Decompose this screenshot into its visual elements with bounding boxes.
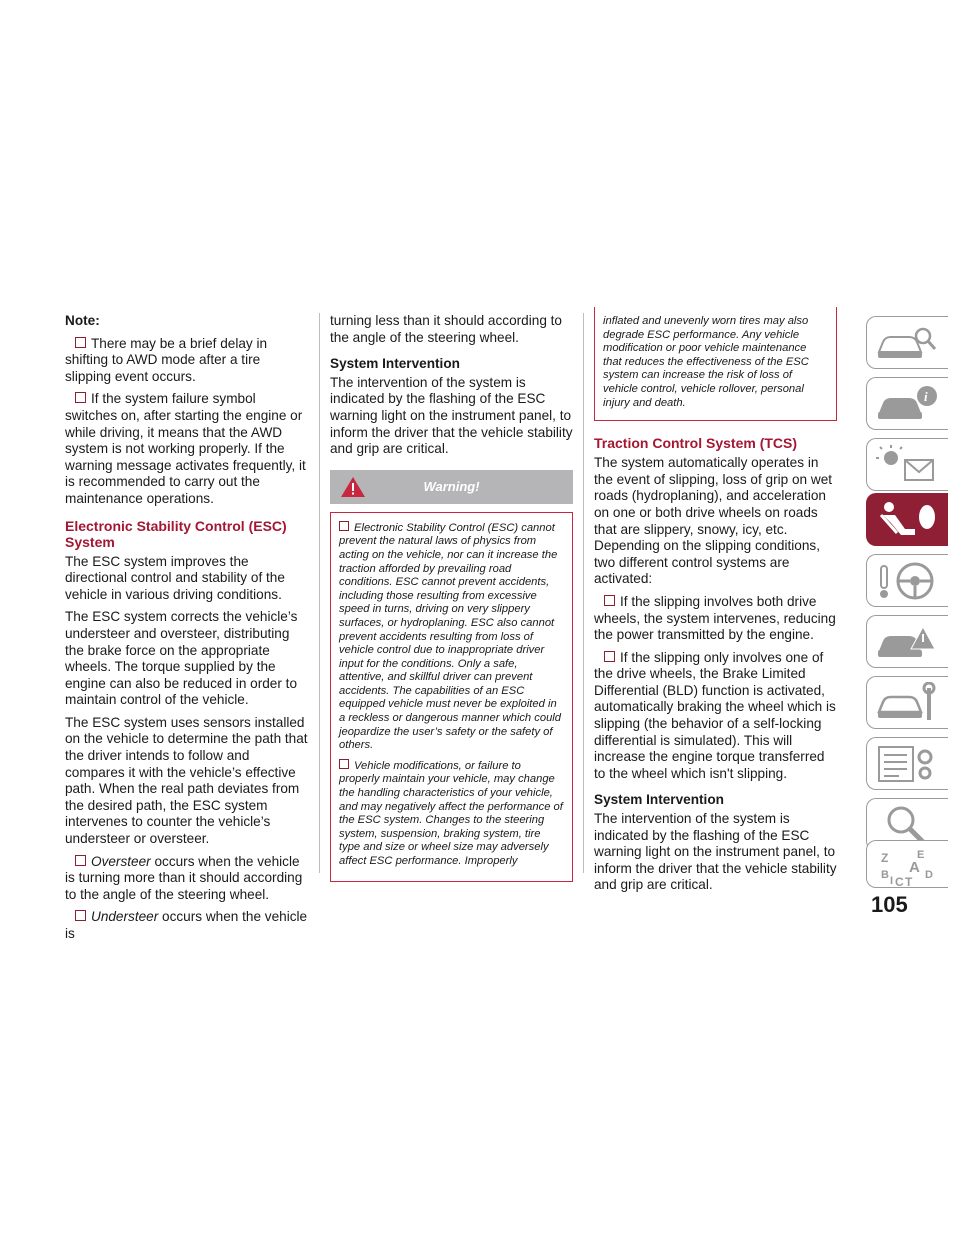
warning-header: [330, 470, 573, 504]
note-bullet-2: If the system failure symbol switches on, after starting the engine or while driving, it means that the AWD system is not working properly. If the warning message activates frequently, it is recommended to carry out the maintenance operations.: [65, 391, 306, 506]
index-letter: C: [895, 875, 904, 888]
index-letter: D: [925, 869, 933, 881]
tab-warning-lights[interactable]: [866, 438, 948, 491]
column-1: [65, 313, 308, 949]
specifications-icon: [875, 743, 941, 785]
index-letter: B: [881, 869, 889, 881]
tab-starting-driving[interactable]: [866, 554, 948, 607]
tcs-heading: Traction Control System (TCS): [594, 435, 798, 452]
car-breakdown-icon: [875, 621, 941, 663]
tcs-intro: The system automatically operates in the event of slipping, loss of grip on wet roads (hydroplaning), and acceleration on one or both drive wheels on roads that are slippery, snowy, icy, etc. Depending on the slipping conditions, two different control systems are activated:: [594, 455, 833, 587]
tcs-bullet-2: If the slipping only involves one of the drive wheels, the Brake Limited Differential (BLD) function is activated, automatically braking the wheel which is slipping (the behavior of a self-locking differential is simulated). This will increase the engine torque transferred to the wheel which isn't slipping.: [594, 649, 836, 781]
car-service-icon: [875, 682, 941, 724]
tcs-bullet-1: If the slipping involves both drive wheels, the system intervenes, reducing the power transmitted by the engine.: [594, 593, 836, 643]
understeer-bullet: Understeer occurs when the vehicle is: [65, 909, 308, 941]
car-info-icon: [875, 383, 941, 425]
checkbox-bullet-icon: [339, 521, 349, 531]
warning-bullet-1: Electronic Stability Control (ESC) cannot prevent the natural laws of physics from acting on the vehicle, nor can it increase the traction afforded by prevailing road conditions. ESC cannot prevent accidents, including those resulting from excessive speed in turns, driving on very slippery surfaces, or hydroplaning. ESC also cannot prevent accidents resulting from loss of vehicle control due to inappropriate driver input for the conditions. Only a safe, attentive, and skillful driver can prevent accidents. The capabilities of an ESC equipped vehicle must never be exploited in a reckless or dangerous manner which could jeopardize the user’s safety or the safety of others.: [339, 521, 562, 752]
warning-box-continued: inflated and unevenly worn tires may also degrade ESC performance. Any vehicle modification or poor vehicle maintenance that reduces the effectiveness of the ESC system can increase the risk of loss of vehicle control, vehicle rollover, personal injury and death.: [594, 307, 837, 421]
note-bullet-1: There may be a brief delay in shifting to AWD mode after a tire slipping event occurs.: [65, 335, 268, 384]
checkbox-bullet-icon: [604, 651, 615, 662]
checkbox-bullet-icon: [339, 759, 349, 769]
tab-emergency[interactable]: [866, 615, 948, 668]
warning-triangle-icon: [340, 476, 366, 511]
checkbox-bullet-icon: [75, 855, 86, 866]
seat-airbag-icon: [875, 499, 941, 541]
steering-wheel-icon: [875, 560, 941, 602]
warning-box: [330, 512, 573, 882]
system-intervention-heading: System Intervention: [330, 356, 460, 372]
esc-paragraph-1: The ESC system improves the directional control and stability of the vehicle in various driving conditions.: [65, 553, 285, 602]
alphabetical-index-icon: [875, 846, 941, 888]
note-label: Note:: [65, 313, 100, 328]
column-divider: [319, 313, 320, 873]
column-2: [330, 313, 573, 882]
oversteer-bullet: Oversteer occurs when the vehicle is turning more than it should according to the angle of the steering wheel.: [65, 853, 303, 902]
column-3: [594, 313, 837, 900]
svg-text:i: i: [924, 389, 928, 404]
tab-safety[interactable]: [866, 493, 948, 546]
understeer-continued: turning less than it should according to the angle of the steering wheel.: [330, 313, 562, 345]
checkbox-bullet-icon: [75, 392, 86, 403]
tab-maintenance[interactable]: [866, 676, 948, 729]
esc-paragraph-3: The ESC system uses sensors installed on the vehicle to determine the path that the driver intends to follow and compares it with the vehicle’s effective path. When the real path deviates from the desired path, the ESC system intervenes to counter the vehicle’s understeer or oversteer.: [65, 714, 308, 847]
checkbox-bullet-icon: [604, 595, 615, 606]
tab-car-info[interactable]: [866, 377, 948, 430]
warning-bullet-2: Vehicle modifications, or failure to properly maintain your vehicle, may change the handling characteristics of your vehicle, and may negatively affect the performance of the ESC system. Changes to the steering system, suspension, braking system, tire type and size or wheel size may adversely affect ESC performance. Improperly: [339, 759, 563, 867]
warning-title: Warning!: [423, 478, 480, 494]
system-intervention-text: The intervention of the system is indicated by the flashing of the ESC warning light on the instrument panel, to inform the driver that the vehicle stability and grip are critical.: [330, 374, 573, 457]
tab-index[interactable]: [866, 840, 948, 888]
index-letter: A: [909, 859, 920, 876]
page-number: 105: [871, 892, 908, 917]
index-letter: Z: [881, 851, 889, 865]
esc-paragraph-2: The ESC system corrects the vehicle’s understeer and oversteer, distributing the brake force on the appropriate wheels. The torque supplied by the engine can also be reduced in order to maintain control of the vehicle.: [65, 609, 298, 708]
column-divider: [583, 313, 584, 873]
checkbox-bullet-icon: [75, 910, 86, 921]
system-intervention-heading: System Intervention: [594, 792, 724, 808]
index-letter: T: [905, 875, 913, 888]
warning-lights-icon: [875, 444, 941, 486]
checkbox-bullet-icon: [75, 337, 86, 348]
car-search-icon: [875, 322, 941, 364]
esc-heading: Electronic Stability Control (ESC) System: [65, 517, 287, 550]
index-letter: E: [917, 849, 925, 861]
tab-car-search[interactable]: [866, 316, 948, 369]
system-intervention-text: The intervention of the system is indicated by the flashing of the ESC warning light on the instrument panel, to inform the driver that the vehicle stability and grip are critical.: [594, 811, 837, 893]
tab-technical-data[interactable]: [866, 737, 948, 790]
index-letter: I: [890, 875, 894, 887]
